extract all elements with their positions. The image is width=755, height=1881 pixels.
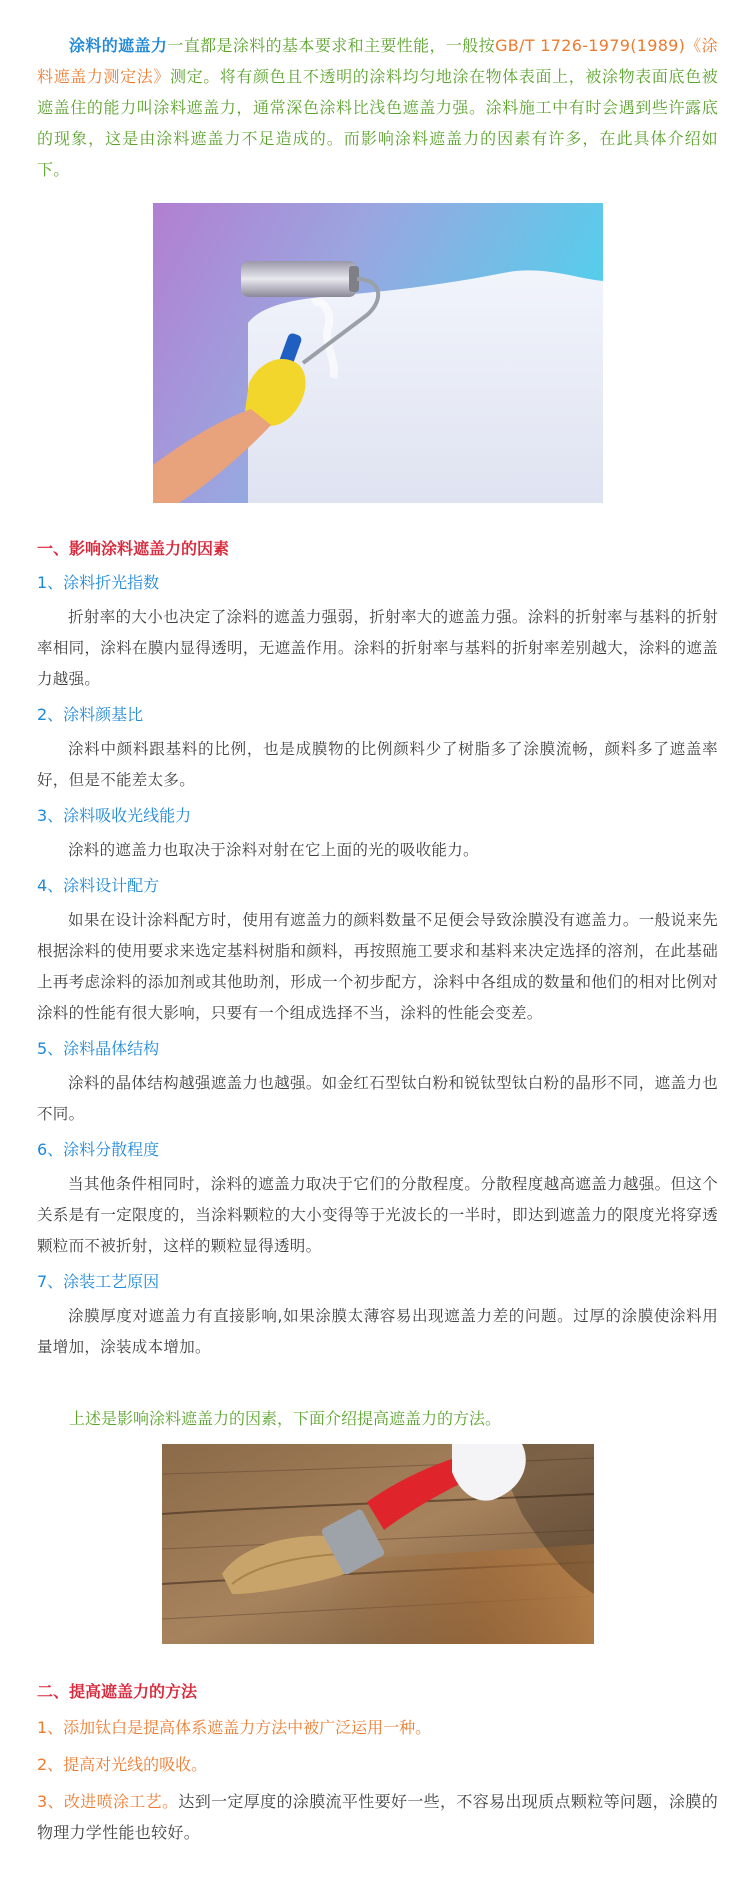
factor-6-body: 当其他条件相同时，涂料的遮盖力取决于它们的分散程度。分散程度越高遮盖力越强。但这个关系是有一定限度的，当涂料颗粒的大小变得等于光波长的一半时，即达到遮盖力的限度光将穿透颗粒而不被折射，这样的颗粒显得透明。 — [37, 1175, 718, 1255]
roller-image-wrap — [37, 185, 718, 503]
factor-5-body: 涂料的晶体结构越强遮盖力也越强。如金红石型钛白粉和锐钛型钛白粉的晶形不同，遮盖力也不同。 — [37, 1074, 718, 1123]
method-2: 2、提高对光线的吸收。 — [37, 1755, 208, 1774]
factor-1-body: 折射率的大小也决定了涂料的遮盖力强弱，折射率大的遮盖力强。涂料的折射率与基料的折射率相同，涂料在膜内显得透明，无遮盖作用。涂料的折射率与基料的折射率差别越大，涂料的遮盖力越强。 — [37, 608, 718, 688]
transition-sentence: 上述是影响涂料遮盖力的因素，下面介绍提高遮盖力的方法。 — [69, 1409, 502, 1428]
factor-3-title: 3、涂料吸收光线能力 — [37, 806, 192, 825]
factor-2-title: 2、涂料颜基比 — [37, 705, 144, 724]
method-3-body: 达到一定厚度的涂膜流平性要好一些，不容易出现质点颗粒等问题，涂膜的物理力学性能也较好。 — [37, 1792, 718, 1842]
brush-varnish-illustration — [162, 1444, 594, 1644]
method-1: 1、添加钛白是提高体系遮盖力方法中被广泛运用一种。 — [37, 1718, 432, 1737]
factor-2-body: 涂料中颜料跟基料的比例，也是成膜物的比例颜料少了树脂多了涂膜流畅，颜料多了遮盖率好，但是不能差太多。 — [37, 740, 718, 789]
factor-7-title: 7、涂装工艺原因 — [37, 1272, 160, 1291]
section1-title: 一、影响涂料遮盖力的因素 — [37, 539, 230, 558]
intro-paragraph — [37, 30, 718, 185]
factor-5-title: 5、涂料晶体结构 — [37, 1039, 160, 1058]
factor-7-body: 涂膜厚度对遮盖力有直接影响,如果涂膜太薄容易出现遮盖力差的问题。过厚的涂膜使涂料用量增加，涂装成本增加。 — [37, 1307, 718, 1356]
brush-image-wrap — [37, 1434, 718, 1644]
method-3-lead: 3、改进喷涂工艺。 — [37, 1792, 179, 1811]
factor-1-title: 1、涂料折光指数 — [37, 573, 160, 592]
factor-4-title: 4、涂料设计配方 — [37, 876, 160, 895]
intro-lead: 涂料的遮盖力 — [69, 36, 168, 55]
factor-3-body: 涂料的遮盖力也取决于涂料对射在它上面的光的吸收能力。 — [68, 841, 479, 859]
intro-standard: GB/T 1726-1979(1989)《涂料遮盖力测定法》 — [37, 36, 718, 86]
method-3 — [37, 1786, 718, 1848]
intro-text-1: 一直都是涂料的基本要求和主要性能，一般按 — [167, 36, 496, 55]
roller-painting-image — [153, 203, 603, 503]
intro-text-2: 测定。将有颜色且不透明的涂料均匀地涂在物体表面上，被涂物表面底色被遮盖住的能力叫涂料遮盖力，通常深色涂料比浅色遮盖力强。涂料施工中有时会遇到些许露底的现象，这是由涂料遮盖力不足造成的。而影响涂料遮盖力的因素有许多，在此具体介绍如下。 — [37, 67, 719, 179]
brush-varnish-image — [162, 1444, 594, 1644]
roller-painting-illustration — [153, 203, 603, 503]
section2-title: 二、提高遮盖力的方法 — [37, 1682, 198, 1701]
factor-4-body: 如果在设计涂料配方时，使用有遮盖力的颜料数量不足便会导致涂膜没有遮盖力。一般说来先根据涂料的使用要求来选定基料树脂和颜料，再按照施工要求和基料来决定选择的溶剂，在此基础上再考虑涂料的添加剂或其他助剂，形成一个初步配方，涂料中各组成的数量和他们的相对比例对涂料的性能有很大影响，只要有一个组成选择不当，涂料的性能会变差。 — [37, 911, 718, 1022]
factor-6-title: 6、涂料分散程度 — [37, 1140, 160, 1159]
